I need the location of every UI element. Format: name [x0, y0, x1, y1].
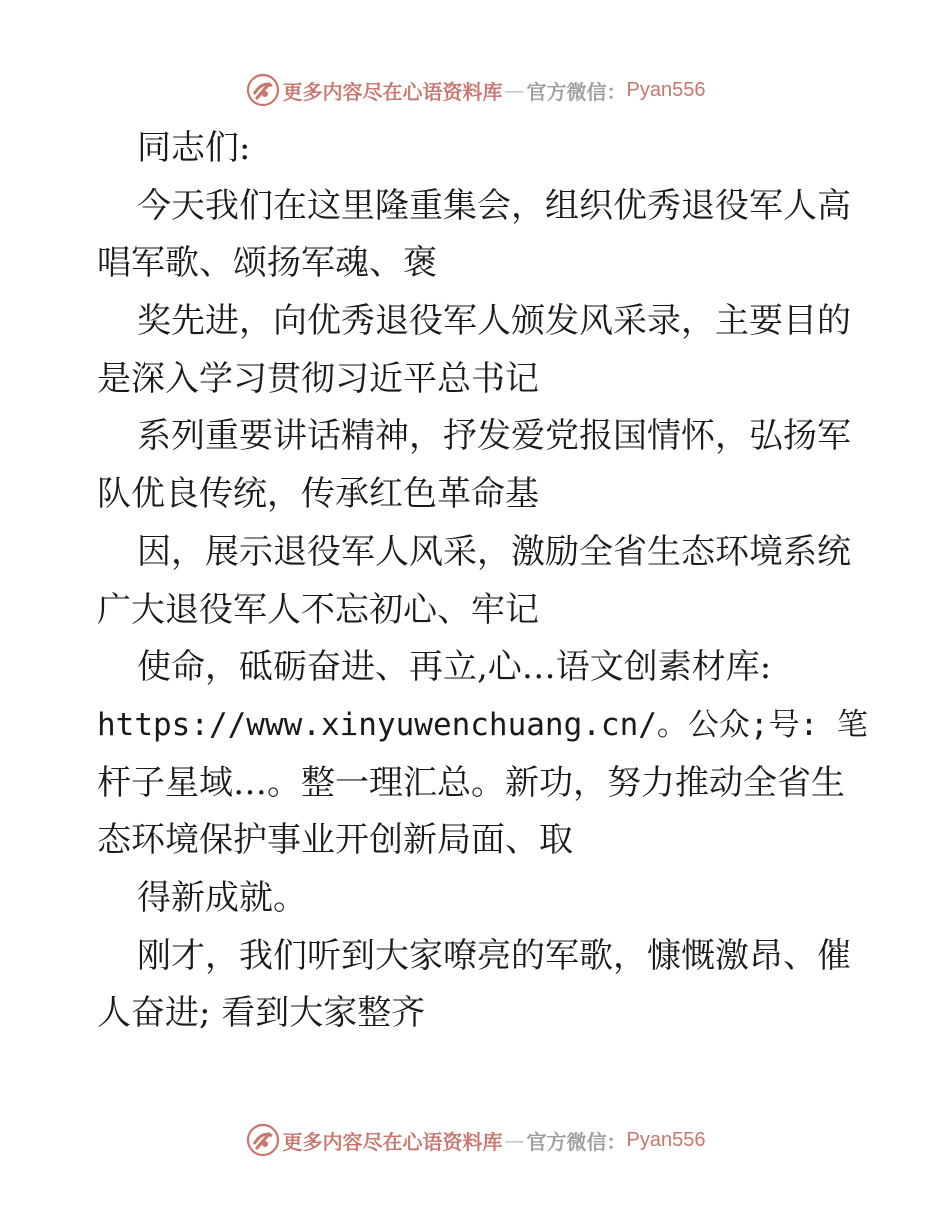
document-body [97, 120, 868, 1043]
salutation-line: 同志们: [137, 128, 251, 168]
paragraph-line: 态环境保护事业开创新局面、取 [97, 820, 573, 861]
paragraph-line: 今天我们在这里隆重集会，组织优秀退役军人高 [137, 185, 851, 226]
header-brand-text: 更多内容尽在心语资料库 [282, 79, 503, 104]
url-line: https://www.xinyuwenchuang.cn/。公众;号: 笔 [97, 706, 868, 743]
footer-wechat-id: Pyan556 [626, 1128, 706, 1151]
paragraph-line: 杆子星域…。整一理汇总。新功，努力推动全省生 [97, 762, 845, 803]
paragraph-line: 人奋进; 看到大家整齐 [97, 993, 426, 1034]
footer-separator: — [504, 1128, 525, 1152]
paragraph-line: 队优良传统，传承红色革命基 [97, 474, 539, 515]
paragraph-line: 因，展示退役军人风采，激励全省生态环境系统 [137, 531, 851, 572]
seal-logo-icon [245, 72, 281, 108]
paragraph-line: 是深入学习贯彻习近平总书记 [97, 358, 539, 399]
header-separator: — [504, 78, 525, 102]
paragraph-line: 刚才，我们听到大家嘹亮的军歌，慷慨激昂、催 [137, 935, 851, 976]
paragraph-line: 奖先进，向优秀退役军人颁发风采录，主要目的 [137, 301, 851, 342]
header-wechat-id: Pyan556 [626, 78, 706, 101]
paragraph-line: 得新成就。 [137, 877, 307, 918]
footer-banner [0, 1120, 950, 1160]
header-banner [0, 70, 950, 110]
footer-brand-text: 更多内容尽在心语资料库 [282, 1129, 503, 1154]
paragraph-line: 广大退役军人不忘初心、牢记 [97, 589, 539, 630]
footer-official-label: 官方微信： [526, 1129, 627, 1154]
header-official-label: 官方微信： [526, 79, 627, 104]
seal-logo-icon [245, 1122, 281, 1158]
paragraph-line: 使命，砥砺奋进、再立,心…语文创素材库: [137, 647, 772, 688]
paragraph-line: 系列重要讲话精神，抒发爱党报国情怀，弘扬军 [137, 416, 851, 457]
paragraph-line: 唱军歌、颂扬军魂、褒 [97, 243, 437, 284]
